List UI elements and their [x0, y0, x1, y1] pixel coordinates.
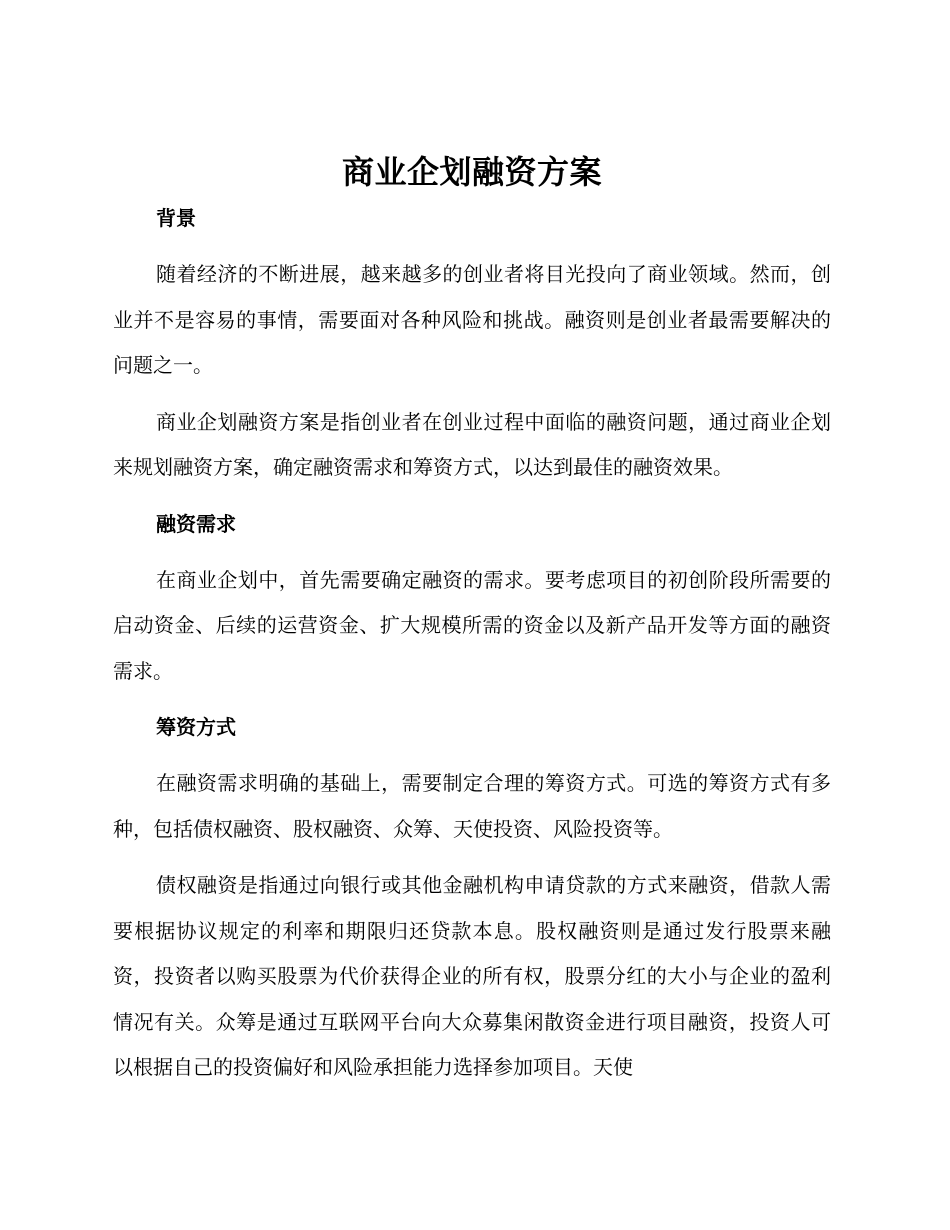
section-heading-fundraising-methods: 筹资方式 — [156, 715, 236, 739]
document-title: 商业企划融资方案 — [341, 153, 602, 191]
section-heading-financing-needs: 融资需求 — [156, 511, 236, 536]
section-heading-background: 背景 — [156, 206, 196, 230]
paragraph: 商业企划融资方案是指创业者在创业过程中面临的融资问题，通过商业企划来规划融资方案，确定融资需求和筹资方式，以达到最佳的融资效果。 — [113, 409, 831, 479]
paragraph: 在商业企划中，首先需要确定融资的需求。要考虑项目的初创阶段所需要的启动资金、后续的运营资金、扩大规模所需的资金以及新产品开发等方面的融资需求。 — [113, 567, 831, 683]
paragraph: 随着经济的不断进展，越来越多的创业者将目光投向了商业领域。然而，创业并不是容易的事情，需要面对各种风险和挑战。融资则是创业者最需要解决的问题之一。 — [113, 262, 831, 377]
document-body — [113, 148, 831, 1091]
paragraph: 在融资需求明确的基础上，需要制定合理的筹资方式。可选的筹资方式有多种，包括债权融资、股权融资、众筹、天使投资、风险投资等。 — [113, 771, 831, 841]
paragraph: 债权融资是指通过向银行或其他金融机构申请贷款的方式来融资，借款人需要根据协议规定的利率和期限归还贷款本息。股权融资则是通过发行股票来融资，投资者以购买股票为代价获得企业的所有权，股票分红的大小与企业的盈利情况有关。众筹是通过互联网平台向大众募集闲散资金进行项目融资，投资人可以根据自己的投资偏好和风险承担能力选择参加项目。天使 — [113, 873, 831, 1079]
